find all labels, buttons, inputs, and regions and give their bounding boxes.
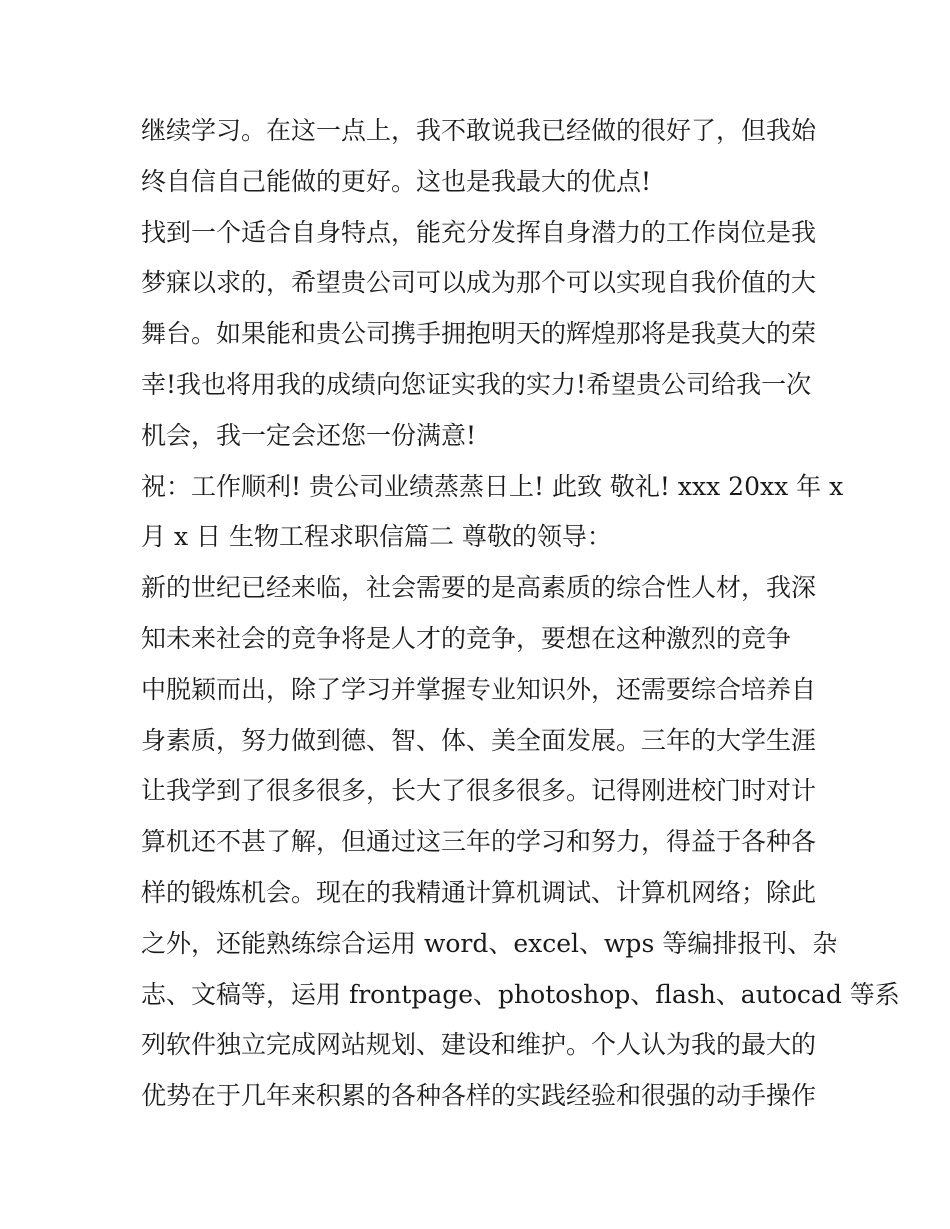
text-line: 祝：工作顺利! 贵公司业绩蒸蒸日上! 此致 敬礼! xxx 20xx 年 x (141, 471, 844, 501)
text-line: 中脱颖而出，除了学习并掌握专业知识外，还需要综合培养自 (141, 674, 817, 704)
text-line: 身素质，努力做到德、智、体、美全面发展。三年的大学生涯 (141, 725, 817, 755)
text-line: 列软件独立完成网站规划、建设和维护。个人认为我的最大的 (141, 1030, 817, 1060)
text-line: 梦寐以求的，希望贵公司可以成为那个可以实现自我价值的大 (141, 268, 817, 298)
text-line: 让我学到了很多很多，长大了很多很多。记得刚进校门时对计 (141, 776, 817, 806)
text-line: 优势在于几年来积累的各种各样的实践经验和很强的动手操作 (141, 1081, 817, 1111)
text-line: 志、文稿等，运用 frontpage、photoshop、flash、autocad 等系 (141, 979, 900, 1009)
text-line: 样的锻炼机会。现在的我精通计算机调试、计算机网络；除此 (141, 877, 817, 907)
text-line: 新的世纪已经来临，社会需要的是高素质的综合性人材，我深 (141, 573, 817, 603)
text-line: 幸!我也将用我的成绩向您证实我的实力!希望贵公司给我一次 (141, 369, 812, 399)
text-line: 继续学习。在这一点上，我不敢说我已经做的很好了，但我始 (141, 116, 817, 145)
text-line: 月 x 日 生物工程求职信篇二 尊敬的领导： (141, 522, 612, 552)
document-body (141, 106, 900, 1122)
text-line: 算机还不甚了解，但通过这三年的学习和努力，得益于各种各 (141, 827, 817, 857)
text-line: 终自信自己能做的更好。这也是我最大的优点! (141, 166, 652, 196)
text-line: 之外，还能熟练综合运用 word、excel、wps 等编排报刊、杂 (141, 928, 838, 958)
text-line: 机会，我一定会还您一份满意! (141, 420, 477, 450)
text-line: 舞台。如果能和贵公司携手拥抱明天的辉煌那将是我莫大的荣 (141, 319, 817, 349)
text-line: 找到一个适合自身特点，能充分发挥自身潜力的工作岗位是我 (141, 217, 817, 247)
text-line: 知未来社会的竞争将是人才的竞争，要想在这种激烈的竞争 (141, 623, 792, 653)
